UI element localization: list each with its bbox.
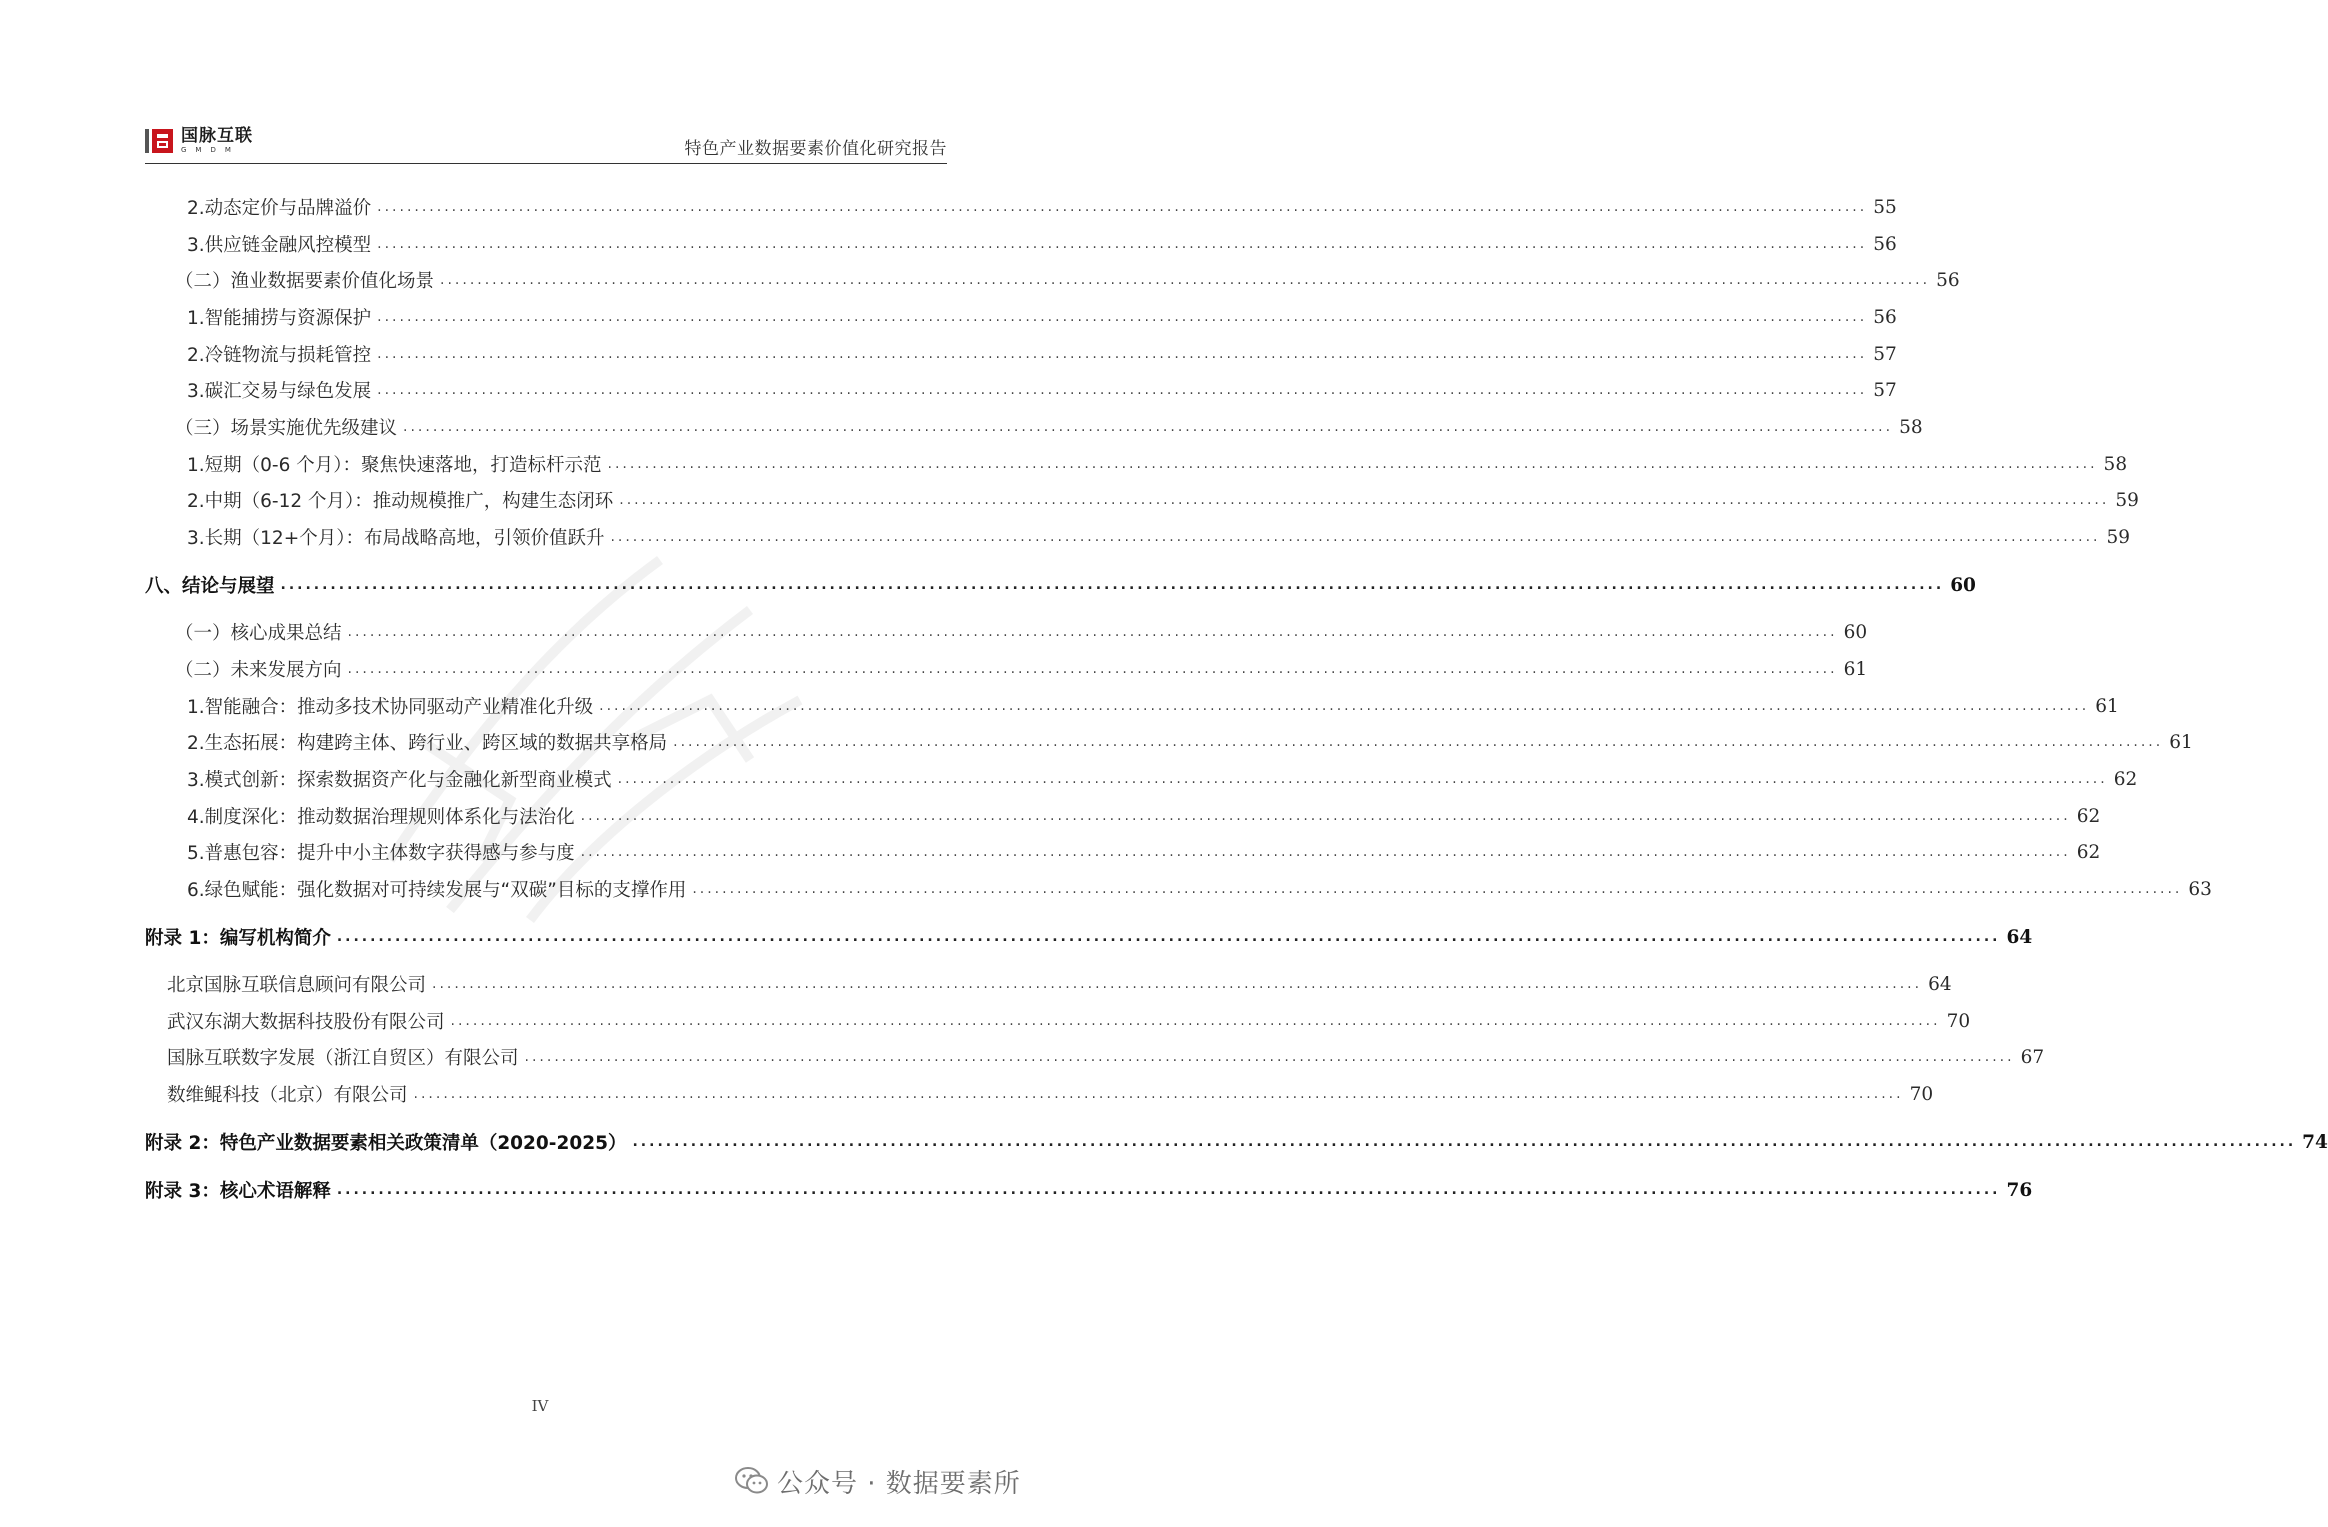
toc-entry-page: 56 [1873, 306, 1897, 328]
toc-entry-label: 附录 1：编写机构简介 [145, 928, 331, 949]
toc-entry[interactable] [145, 1126, 2328, 1158]
toc-leader-dots: ........................................................................................................................................................................................................ [377, 309, 1868, 325]
toc-leader-dots: ........................................................................................................................................................................................................ [403, 419, 1894, 435]
toc-entry-page: 59 [2115, 489, 2139, 511]
toc-leader-dots: ........................................................................................................................................................................................................ [377, 199, 1868, 215]
wechat-account-label: 公众号 · 数据要素所 [777, 1468, 1021, 1499]
toc-entry-label: （二）未来发展方向 [175, 660, 342, 681]
toc-entry[interactable] [145, 921, 2033, 953]
logo-chinese-text: 国脉互联 [181, 126, 253, 146]
toc-entry[interactable] [145, 301, 1897, 333]
toc-leader-dots: ........................................................................................................................................................................................................ [617, 771, 2108, 787]
toc-entry-label: 八、结论与展望 [145, 576, 275, 597]
toc-entry-page: 61 [2169, 731, 2193, 753]
toc-entry[interactable] [145, 1174, 2033, 1206]
toc-entry[interactable] [145, 264, 1960, 296]
toc-leader-dots: ........................................................................................................................................................................................................ [377, 382, 1868, 398]
toc-entry-page: 70 [1909, 1083, 1934, 1105]
toc-entry-label: 北京国脉互联信息顾问有限公司 [167, 975, 427, 996]
toc-entry[interactable] [145, 484, 2139, 516]
toc-entry-label: 3.长期（12+个月）：布局战略高地，引领价值跃升 [187, 528, 605, 549]
page-header [145, 118, 947, 160]
toc-entry-label: （三）场景实施优先级建议 [175, 418, 398, 439]
toc-entry-label: 2.生态拓展：构建跨主体、跨行业、跨区域的数据共享格局 [187, 733, 668, 754]
toc-leader-dots: ........................................................................................................................................................................................................ [692, 881, 2183, 897]
toc-entry-label: （一）核心成果总结 [175, 623, 342, 644]
toc-entry-page: 56 [1936, 269, 1960, 291]
toc-entry-page: 58 [1899, 416, 1923, 438]
toc-leader-dots: ........................................................................................................................................................................................................ [673, 734, 2164, 750]
toc-entry-page: 59 [2106, 526, 2131, 548]
toc-leader-dots: ........................................................................................................................................................................................................ [336, 1182, 2001, 1198]
toc-entry-page: 56 [1873, 233, 1897, 255]
toc-entry-label: （二）渔业数据要素价值化场景 [175, 271, 435, 292]
toc-entry-page: 76 [2006, 1179, 2033, 1201]
header-divider [145, 163, 947, 165]
logo-mark-icon [145, 126, 175, 156]
toc-entry[interactable] [145, 726, 2193, 758]
toc-entry-label: 3.供应链金融风控模型 [187, 235, 372, 256]
toc-entry[interactable] [145, 448, 2128, 480]
toc-entry[interactable] [145, 836, 2101, 868]
toc-leader-dots: ........................................................................................................................................................................................................ [377, 236, 1868, 252]
wechat-attribution [735, 1461, 1021, 1501]
toc-entry[interactable] [145, 968, 1952, 1000]
toc-entry-label: 2.动态定价与品牌溢价 [187, 198, 372, 219]
toc-entry-page: 57 [1873, 343, 1897, 365]
company-logo [145, 124, 253, 158]
toc-entry-page: 60 [1843, 621, 1868, 643]
toc-leader-dots: ........................................................................................................................................................................................................ [347, 624, 1838, 640]
toc-leader-dots: ........................................................................................................................................................................................................ [413, 1086, 1904, 1102]
toc-entry-page: 67 [2020, 1046, 2045, 1068]
toc-entry[interactable] [145, 191, 1897, 223]
wechat-icon [735, 1466, 769, 1496]
toc-entry-label: 2.中期（6-12 个月）：推动规模推广，构建生态闭环 [187, 491, 614, 512]
toc-entry-label: 2.冷链物流与损耗管控 [187, 345, 372, 366]
toc-leader-dots: ........................................................................................................................................................................................................ [347, 661, 1838, 677]
toc-entry-label: 武汉东湖大数据科技股份有限公司 [167, 1012, 445, 1033]
toc-entry[interactable] [145, 1041, 2045, 1073]
page-number: IV [531, 1397, 549, 1415]
toc-leader-dots: ........................................................................................................................................................................................................ [619, 492, 2110, 508]
toc-entry[interactable] [145, 616, 1868, 648]
toc-leader-dots: ........................................................................................................................................................................................................ [607, 456, 2098, 472]
toc-entry-page: 64 [2006, 926, 2033, 948]
toc-entry-page: 60 [1950, 574, 1976, 596]
toc-entry[interactable] [145, 1078, 1934, 1110]
toc-leader-dots: ........................................................................................................................................................................................................ [450, 1013, 1941, 1029]
toc-entry-page: 74 [2302, 1131, 2328, 1153]
toc-entry[interactable] [145, 374, 1897, 406]
toc-leader-dots: ........................................................................................................................................................................................................ [580, 844, 2071, 860]
toc-entry-page: 61 [2095, 695, 2119, 717]
toc-leader-dots: ........................................................................................................................................................................................................ [377, 346, 1868, 362]
toc-entry[interactable] [145, 653, 1868, 685]
toc-leader-dots: ........................................................................................................................................................................................................ [599, 698, 2090, 714]
toc-entry-page: 58 [2103, 453, 2128, 475]
toc-entry-page: 61 [1843, 658, 1868, 680]
toc-entry-page: 70 [1946, 1010, 1971, 1032]
toc-entry[interactable] [145, 228, 1897, 260]
logo-english-text: GMDM [181, 146, 240, 154]
toc-leader-dots: ........................................................................................................................................................................................................ [632, 1134, 2297, 1150]
toc-entry-page: 62 [2113, 768, 2138, 790]
toc-entry-label: 3.碳汇交易与绿色发展 [187, 381, 372, 402]
toc-entry-page: 64 [1928, 973, 1952, 995]
toc-leader-dots: ........................................................................................................................................................................................................ [432, 976, 1923, 992]
toc-entry-label: 数维鲲科技（北京）有限公司 [167, 1085, 408, 1106]
toc-entry[interactable] [145, 569, 1976, 601]
toc-entry-page: 63 [2188, 878, 2212, 900]
toc-entry-label: 6.绿色赋能：强化数据对可持续发展与“双碳”目标的支撑作用 [187, 880, 687, 901]
toc-entry-page: 55 [1873, 196, 1897, 218]
toc-entry-label: 附录 3：核心术语解释 [145, 1181, 331, 1202]
toc-entry[interactable] [145, 338, 1897, 370]
toc-entry[interactable] [145, 873, 2212, 905]
toc-entry-label: 4.制度深化：推动数据治理规则体系化与法治化 [187, 807, 575, 828]
toc-leader-dots: ........................................................................................................................................................................................................ [440, 272, 1931, 288]
toc-leader-dots: ........................................................................................................................................................................................................ [524, 1049, 2015, 1065]
toc-entry-label: 1.智能捕捞与资源保护 [187, 308, 372, 329]
toc-entry-label: 1.智能融合：推动多技术协同驱动产业精准化升级 [187, 697, 594, 718]
toc-entry-label: 5.普惠包容：提升中小主体数字获得感与参与度 [187, 843, 575, 864]
toc-entry-page: 62 [2076, 841, 2101, 863]
toc-entry[interactable] [145, 763, 2138, 795]
toc-entry[interactable] [145, 1005, 1971, 1037]
report-title: 特色产业数据要素价值化研究报告 [684, 139, 947, 159]
toc-leader-dots: ........................................................................................................................................................................................................ [610, 529, 2101, 545]
toc-leader-dots: ........................................................................................................................................................................................................ [580, 808, 2071, 824]
toc-leader-dots: ........................................................................................................................................................................................................ [280, 577, 1945, 593]
toc-entry[interactable] [145, 521, 2131, 553]
toc-entry-label: 1.短期（0-6 个月）：聚焦快速落地，打造标杆示范 [187, 455, 602, 476]
toc-entry-label: 3.模式创新：探索数据资产化与金融化新型商业模式 [187, 770, 612, 791]
toc-entry[interactable] [145, 411, 1923, 443]
toc-entry[interactable] [145, 800, 2101, 832]
toc-entry[interactable] [145, 690, 2119, 722]
toc-entry-page: 57 [1873, 379, 1897, 401]
toc-entry-label: 国脉互联数字发展（浙江自贸区）有限公司 [167, 1048, 519, 1069]
toc-entry-label: 附录 2：特色产业数据要素相关政策清单（2020-2025） [145, 1133, 627, 1154]
toc-entry-page: 62 [2076, 805, 2101, 827]
toc-leader-dots: ........................................................................................................................................................................................................ [336, 929, 2001, 945]
